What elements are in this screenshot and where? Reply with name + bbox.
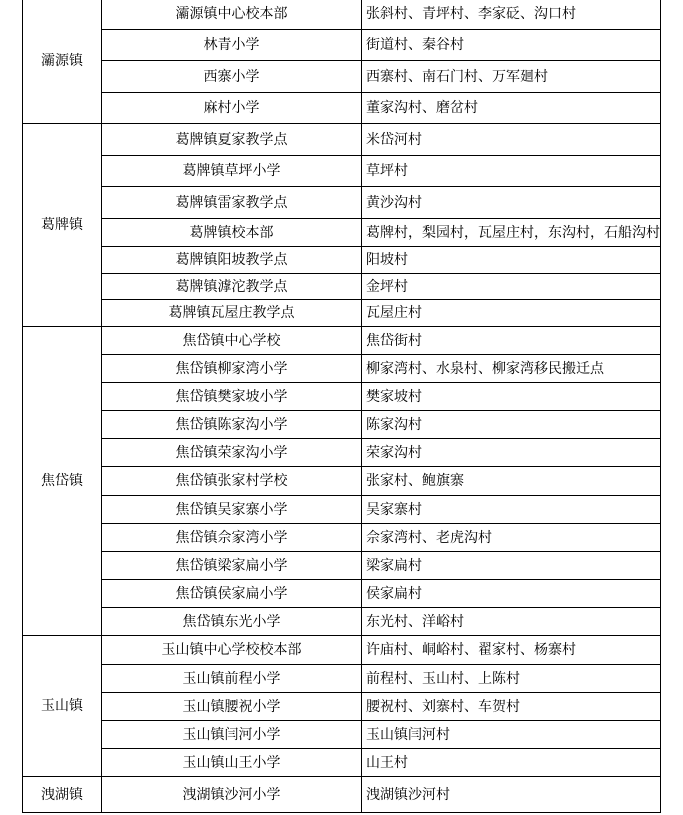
table-row (23, 580, 661, 608)
school-cell: 焦岱镇佘家湾小学 (102, 524, 362, 552)
villages-cell: 前程村、玉山村、上陈村 (362, 665, 661, 693)
villages-cell: 焦岱街村 (362, 327, 661, 355)
table-row (23, 300, 661, 327)
school-cell: 焦岱镇荣家沟小学 (102, 439, 362, 467)
table-row (23, 636, 661, 665)
school-cell: 葛牌镇雷家教学点 (102, 187, 362, 219)
villages-cell: 山王村 (362, 749, 661, 777)
town-cell: 洩湖镇 (23, 777, 102, 813)
school-cell: 焦岱镇张家村学校 (102, 467, 362, 496)
school-cell: 玉山镇中心学校校本部 (102, 636, 362, 665)
table-row (23, 749, 661, 777)
villages-cell: 玉山镇闫河村 (362, 721, 661, 749)
school-cell: 玉山镇山王小学 (102, 749, 362, 777)
table-row (23, 439, 661, 467)
table-row (23, 665, 661, 693)
table-row (23, 0, 661, 30)
town-cell: 焦岱镇 (23, 327, 102, 636)
table-row (23, 30, 661, 61)
villages-cell: 吴家寨村 (362, 496, 661, 524)
school-cell: 林青小学 (102, 30, 362, 61)
villages-cell: 东光村、洋峪村 (362, 608, 661, 636)
villages-cell: 草坪村 (362, 156, 661, 187)
table-row (23, 721, 661, 749)
villages-cell: 洩湖镇沙河村 (362, 777, 661, 813)
villages-cell: 黄沙沟村 (362, 187, 661, 219)
villages-cell: 西寨村、南石门村、万军廻村 (362, 61, 661, 93)
villages-cell: 葛牌村，梨园村，瓦屋庄村，东沟村，石船沟村 (362, 219, 661, 247)
table-row (23, 608, 661, 636)
villages-cell: 街道村、秦谷村 (362, 30, 661, 61)
villages-cell: 荣家沟村 (362, 439, 661, 467)
villages-cell: 佘家湾村、老虎沟村 (362, 524, 661, 552)
table-row (23, 93, 661, 124)
school-cell: 玉山镇前程小学 (102, 665, 362, 693)
villages-cell: 许庙村、峒峪村、翟家村、杨寨村 (362, 636, 661, 665)
table-row (23, 355, 661, 383)
table-row (23, 411, 661, 439)
villages-cell: 张家村、鲍旗寨 (362, 467, 661, 496)
table-row (23, 156, 661, 187)
table-row (23, 61, 661, 93)
villages-cell: 米岱河村 (362, 124, 661, 156)
table-row (23, 124, 661, 156)
table-row (23, 552, 661, 580)
villages-cell: 侯家扁村 (362, 580, 661, 608)
school-cell: 焦岱镇梁家扁小学 (102, 552, 362, 580)
table-row (23, 247, 661, 274)
table-row (23, 274, 661, 300)
villages-cell: 瓦屋庄村 (362, 300, 661, 327)
villages-cell: 张斜村、青坪村、李家砭、沟口村 (362, 0, 661, 30)
school-cell: 麻村小学 (102, 93, 362, 124)
school-cell: 玉山镇腰祝小学 (102, 693, 362, 721)
villages-cell: 阳坡村 (362, 247, 661, 274)
school-cell: 焦岱镇吴家寨小学 (102, 496, 362, 524)
table-row (23, 219, 661, 247)
school-village-table (22, 0, 661, 813)
table-row (23, 327, 661, 355)
school-cell: 焦岱镇陈家沟小学 (102, 411, 362, 439)
school-cell: 焦岱镇中心学校 (102, 327, 362, 355)
school-cell: 玉山镇闫河小学 (102, 721, 362, 749)
school-cell: 葛牌镇夏家教学点 (102, 124, 362, 156)
table-row (23, 467, 661, 496)
school-cell: 焦岱镇樊家坡小学 (102, 383, 362, 411)
school-cell: 西寨小学 (102, 61, 362, 93)
table-row (23, 383, 661, 411)
school-cell: 葛牌镇瓦屋庄教学点 (102, 300, 362, 327)
school-cell: 葛牌镇校本部 (102, 219, 362, 247)
school-cell: 焦岱镇东光小学 (102, 608, 362, 636)
villages-cell: 梁家扁村 (362, 552, 661, 580)
villages-cell: 柳家湾村、水泉村、柳家湾移民搬迁点 (362, 355, 661, 383)
school-cell: 葛牌镇滹沱教学点 (102, 274, 362, 300)
town-cell: 玉山镇 (23, 636, 102, 777)
school-cell: 葛牌镇草坪小学 (102, 156, 362, 187)
villages-cell: 腰祝村、刘寨村、车贺村 (362, 693, 661, 721)
villages-cell: 陈家沟村 (362, 411, 661, 439)
school-cell: 洩湖镇沙河小学 (102, 777, 362, 813)
table-row (23, 777, 661, 813)
table-row (23, 187, 661, 219)
table-row (23, 496, 661, 524)
table-row (23, 524, 661, 552)
villages-cell: 董家沟村、磨岔村 (362, 93, 661, 124)
school-cell: 焦岱镇柳家湾小学 (102, 355, 362, 383)
town-cell: 灞源镇 (23, 0, 102, 124)
school-cell: 焦岱镇侯家扁小学 (102, 580, 362, 608)
villages-cell: 樊家坡村 (362, 383, 661, 411)
school-cell: 灞源镇中心校本部 (102, 0, 362, 30)
table-row (23, 693, 661, 721)
villages-cell: 金坪村 (362, 274, 661, 300)
school-cell: 葛牌镇阳坡教学点 (102, 247, 362, 274)
town-cell: 葛牌镇 (23, 124, 102, 327)
